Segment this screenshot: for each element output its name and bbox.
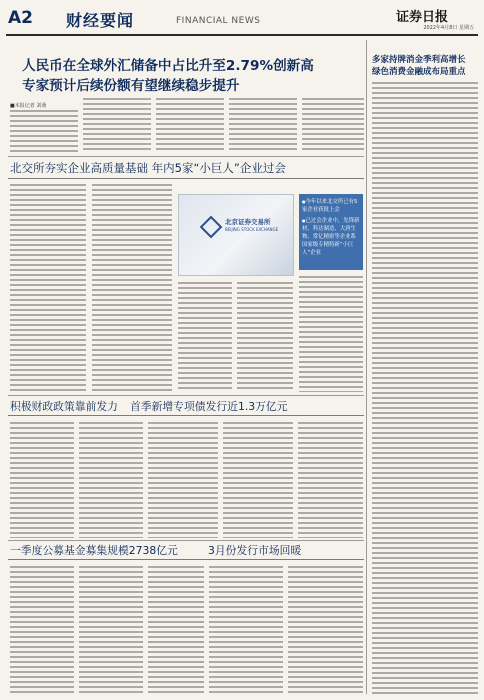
section-name: 财经要闻 [66, 11, 135, 30]
paper-name: 证券日报 [395, 10, 448, 25]
highlight-item: ● 已过会企业中，先锋新材、科达制造、大唐生物、常亿精密等企业系国家级专精特新“小巨人”企业 [302, 217, 360, 257]
lead-body-col3 [156, 98, 224, 152]
masthead [6, 4, 478, 36]
lead-headline-line2: 专家预计后续份额有望继续稳步提升 [22, 78, 240, 94]
lower-body-col5 [298, 422, 363, 538]
lower-body-col4 [223, 422, 293, 538]
feature-body-col1 [10, 184, 86, 392]
bottom-body-col5 [288, 566, 363, 694]
feature-body-col5 [299, 276, 363, 392]
issuance-market-title: 3月份发行市场回暖 [208, 544, 302, 557]
lead-headline-line1: 人民币在全球外汇储备中占比升至2.79%创新高 [22, 58, 314, 74]
lead-body-col1 [10, 110, 78, 152]
side-headline-line2: 绿色消费金融成布局重点 [372, 67, 466, 77]
feature-top-rule [8, 156, 364, 157]
column-divider [366, 40, 367, 694]
fund-raising-title: 一季度公募基金募集规模2738亿元 [10, 544, 178, 557]
lower-title-rule [8, 415, 364, 416]
section-name-en: FINANCIAL NEWS [176, 16, 261, 26]
bottom-body-col2 [79, 566, 143, 694]
special-bond-title: 首季新增专项债发行近1.3万亿元 [130, 400, 288, 413]
bottom-body-col1 [10, 566, 74, 694]
feature-body-col3 [178, 282, 232, 392]
photo-logo-text: 北京证券交易所 [225, 218, 271, 226]
section-code: A2 [8, 8, 33, 28]
fiscal-policy-title: 积极财政政策靠前发力 [10, 400, 118, 413]
feature-body-col2 [92, 184, 172, 392]
lead-body-col5 [302, 98, 364, 152]
issue-date: 2022年4月8日 星期五 [423, 25, 474, 31]
lead-headline [22, 56, 362, 96]
bse-photo [178, 194, 294, 276]
lower-top-rule [8, 395, 364, 396]
bottom-title-rule [8, 559, 364, 560]
bottom-top-rule [8, 540, 364, 541]
lead-body-col2 [83, 98, 151, 152]
lower-body-col1 [10, 422, 74, 538]
photo-logo-en: BEIJING STOCK EXCHANGE [225, 227, 279, 232]
bottom-body-col4 [209, 566, 283, 694]
feature-highlight-box [299, 194, 363, 270]
highlight-item: ● 今年以来北交所已有5家企业获批上会 [302, 198, 360, 214]
feature-title: 北交所夯实企业高质量基础 年内5家“小巨人”企业过会 [10, 161, 286, 175]
lower-body-col3 [148, 422, 218, 538]
lead-byline: ■本报记者 刘萌 [10, 103, 47, 109]
side-headline [372, 54, 480, 78]
feature-body-col4 [237, 282, 293, 392]
feature-title-rule [8, 178, 364, 179]
side-headline-line1: 多家持牌消金季利高增长 [372, 55, 466, 65]
side-body [372, 82, 478, 694]
bottom-body-col3 [148, 566, 204, 694]
bse-logo-icon [200, 216, 223, 239]
lead-body-col4 [229, 98, 297, 152]
lower-body-col2 [79, 422, 143, 538]
